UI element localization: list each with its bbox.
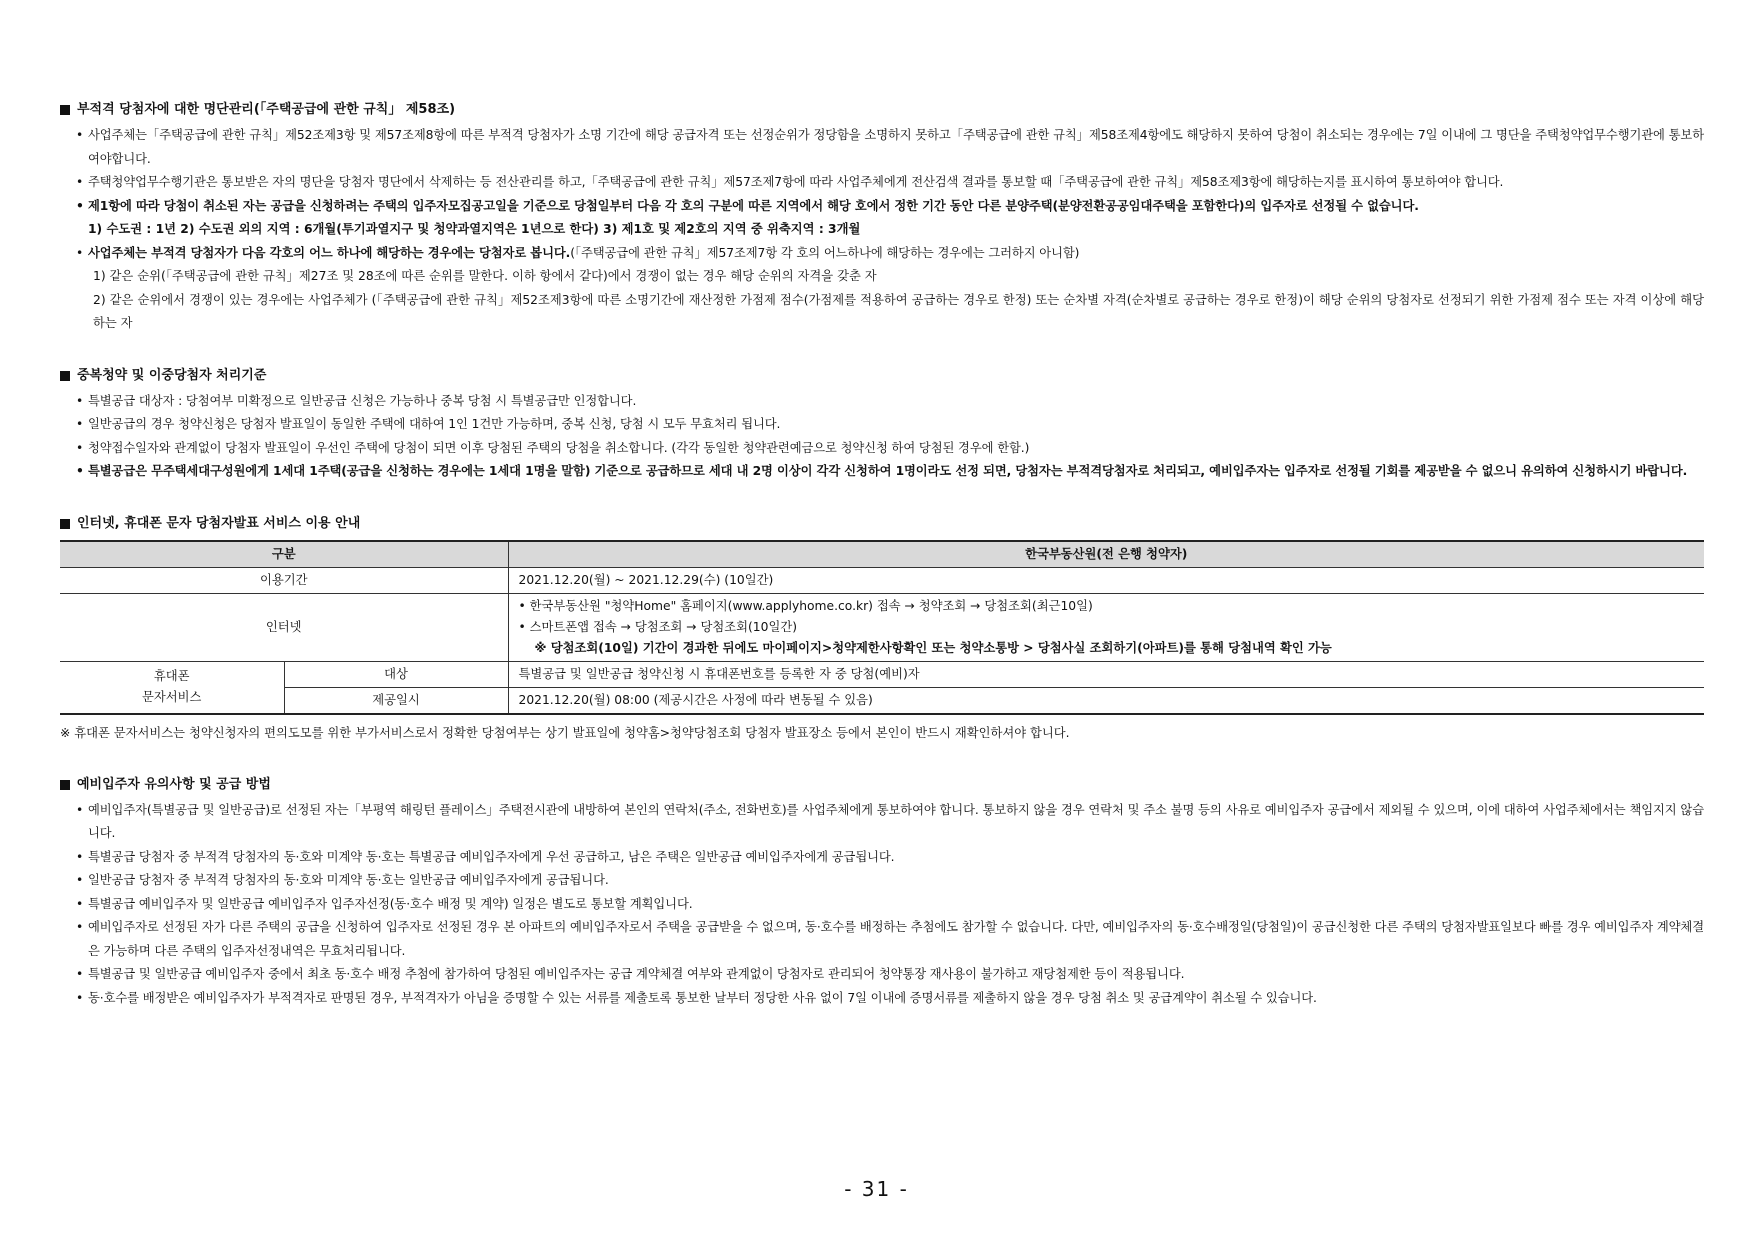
section-winner-announcement-service [60, 514, 1704, 745]
square-bullet-icon [60, 780, 70, 790]
table-row [60, 687, 1704, 714]
internet-line: ※ 당첨조회(10일) 기간이 경과한 뒤에도 마이페이지>청약제한사항확인 또는 청약소통방 > 당첨사실 조회하기(아파트)를 통해 당첨내역 확인 가능 [534, 640, 1332, 655]
table-cell: 인터넷 [60, 593, 508, 661]
table-header-row [60, 541, 1704, 568]
internet-line: • 스마트폰앱 접속 → 당첨조회 → 당첨조회(10일간) [518, 619, 797, 634]
list-item: • 일반공급 당첨자 중 부적격 당첨자의 동·호와 미계약 동·호는 일반공급 예비입주자에게 공급됩니다. [60, 869, 1704, 893]
list-item: • 예비입주자(특별공급 및 일반공급)로 선정된 자는「부평역 해링턴 플레이스」주택전시관에 내방하여 본인의 연락처(주소, 전화번호)를 사업주체에게 통보하여야 합니다. 통보하지 않을 경우 연락처 및 주소 불명 등의 사유로 예비입주자 공급에서 제외될 수 있으며, 이에 대하여 사업주체에서는 책임지지 않습니다. [60, 799, 1704, 846]
section-title: 부적격 당첨자에 대한 명단관리(「주택공급에 관한 규칙」 제58조) [60, 100, 1704, 120]
list-item: • 사업주체는 부적격 당첨자가 다음 각호의 어느 하나에 해당하는 경우에는 당첨자로 봅니다.(「주택공급에 관한 규칙」제57조제7항 각 호의 어느하나에 해당하는 경우에는 그러하지 아니함) [60, 242, 1704, 266]
list-item: • 특별공급 당첨자 중 부적격 당첨자의 동·호와 미계약 동·호는 특별공급 예비입주자에게 우선 공급하고, 남은 주택은 일반공급 예비입주자에게 공급됩니다. [60, 846, 1704, 870]
table-note: ※ 휴대폰 문자서비스는 청약신청자의 편의도모를 위한 부가서비스로서 정확한 당첨여부는 상기 발표일에 청약홈>청약당첨조회 당첨자 발표장소 등에서 본인이 반드시 재확인하셔야 합니다. [60, 725, 1070, 740]
section-ineligible-winner [60, 100, 1704, 336]
section-title: 인터넷, 휴대폰 문자 당첨자발표 서비스 이용 안내 [60, 514, 1704, 534]
table-cell: 대상 [284, 661, 508, 687]
table-row [60, 661, 1704, 687]
table-cell: 이용기간 [60, 567, 508, 593]
list-subitem: 1) 수도권 : 1년 2) 수도권 외의 지역 : 6개월(투기과열지구 및 청약과열지역은 1년으로 한다) 3) 제1호 및 제2호의 지역 중 위축지역 : 3개월 [88, 222, 861, 236]
list-item: • 특별공급은 무주택세대구성원에게 1세대 1주택(공급을 신청하는 경우에는 1세대 1명을 말함) 기준으로 공급하므로 세대 내 2명 이상이 각각 신청하여 1명이라도 선정 되면, 당첨자는 부적격당첨자로 처리되고, 예비입주자는 입주자로 선정될 기회를 제공받을 수 없으니 유의하여 신청하시기 바랍니다. [60, 460, 1704, 484]
list-item: • 사업주체는「주택공급에 관한 규칙」제52조제3항 및 제57조제8항에 따른 부적격 당첨자가 소명 기간에 해당 공급자격 또는 선정순위가 정당함을 소명하지 못하고「주택공급에 관한 규칙」제58조제4항에도 해당하지 못하여 당첨이 취소되는 경우에는 7일 이내에 그 명단을 주택청약업무수행기관에 통보하여야합니다. [60, 124, 1704, 171]
table-header-cell: 구분 [60, 541, 508, 568]
internet-line: • 한국부동산원 "청약Home" 홈페이지(www.applyhome.co.kr) 접속 → 청약조회 → 당첨조회(최근10일) [518, 598, 1093, 613]
square-bullet-icon [60, 519, 70, 529]
section-title: 중복청약 및 이중당첨자 처리기준 [60, 366, 1704, 386]
square-bullet-icon [60, 105, 70, 115]
list-item: • 특별공급 및 일반공급 예비입주자 중에서 최초 동·호수 배정 추첨에 참가하여 당첨된 예비입주자는 공급 계약체결 여부와 관계없이 당첨자로 관리되어 청약통장 재사용이 불가하고 재당첨제한 등이 적용됩니다. [60, 963, 1704, 987]
section-duplicate-application [60, 366, 1704, 484]
section-title: 예비입주자 유의사항 및 공급 방법 [60, 775, 1704, 795]
list-item: • 주택청약업무수행기관은 통보받은 자의 명단을 당첨자 명단에서 삭제하는 등 전산관리를 하고,「주택공급에 관한 규칙」제57조제7항에 따라 사업주체에게 전산검색 결과를 통보할 때「주택공급에 관한 규칙」제58조제3항에 해당하는지를 표시하여 통보하여야 합니다. [60, 171, 1704, 195]
document-page [60, 100, 1704, 1040]
list-item: • 특별공급 대상자 : 당첨여부 미확정으로 일반공급 신청은 가능하나 중복 당첨 시 특별공급만 인정합니다. [60, 390, 1704, 414]
list-item: • 동·호수를 배정받은 예비입주자가 부적격자로 판명된 경우, 부적격자가 아님을 증명할 수 있는 서류를 제출토록 통보한 날부터 정당한 사유 없이 7일 이내에 증명서류를 제출하지 않을 경우 당첨 취소 및 공급계약이 취소될 수 있습니다. [60, 987, 1704, 1011]
list-subitem: 2) 같은 순위에서 경쟁이 있는 경우에는 사업주체가 (「주택공급에 관한 규칙」제52조제3항에 따른 소명기간에 재산정한 가점제 점수(가점제를 적용하여 공급하는 경우로 한정) 또는 순차별 자격(순차별로 공급하는 경우로 한정)이 해당 순위의 당첨자로 선정되기 위한 가점제 점수 또는 자격 이상에 해당하는 자 [93, 292, 1704, 330]
list-item: • 제1항에 따라 당첨이 취소된 자는 공급을 신청하려는 주택의 입주자모집공고일을 기준으로 당첨일부터 다음 각 호의 구분에 따른 지역에서 해당 호에서 정한 기간 동안 다른 분양주택(분양전환공공임대주택을 포함한다)의 입주자로 선정될 수 없습니다. [60, 195, 1704, 219]
list-subitem: 1) 같은 순위(「주택공급에 관한 규칙」제27조 및 28조에 따른 순위를 말한다. 이하 항에서 같다)에서 경쟁이 없는 경우 해당 순위의 자격을 갖춘 자 [93, 269, 877, 283]
table-cell: 2021.12.20(월) ~ 2021.12.29(수) (10일간) [508, 567, 1704, 593]
table-cell: 특별공급 및 일반공급 청약신청 시 휴대폰번호를 등록한 자 중 당첨(예비)자 [508, 661, 1704, 687]
table-row [60, 567, 1704, 593]
table-cell [508, 593, 1704, 661]
page-number: - 31 - [844, 1177, 909, 1201]
table-cell: 2021.12.20(월) 08:00 (제공시간은 사정에 따라 변동될 수 있음) [508, 687, 1704, 714]
list-item: • 청약접수일자와 관계없이 당첨자 발표일이 우선인 주택에 당첨이 되면 이후 당첨된 주택의 당첨을 취소합니다. (각각 동일한 청약관련예금으로 청약신청 하여 당첨된 경우에 한함.) [60, 437, 1704, 461]
service-table [60, 540, 1704, 715]
table-cell: 제공일시 [284, 687, 508, 714]
table-cell: 휴대폰 문자서비스 [60, 661, 284, 714]
list-item: • 예비입주자로 선정된 자가 다른 주택의 공급을 신청하여 입주자로 선정된 경우 본 아파트의 예비입주자로서 주택을 공급받을 수 없으며, 동·호수를 배정하는 추첨에도 참가할 수 없습니다. 다만, 예비입주자의 동·호수배정일(당첨일)이 공급신청한 다른 주택의 당첨자발표일보다 빠를 경우 예비입주자 계약체결은 가능하며 다른 주택의 입주자선정내역은 무효처리됩니다. [60, 916, 1704, 963]
list-item: • 특별공급 예비입주자 및 일반공급 예비입주자 입주자선정(동·호수 배정 및 계약) 일정은 별도로 통보할 계획입니다. [60, 893, 1704, 917]
table-row [60, 593, 1704, 661]
square-bullet-icon [60, 371, 70, 381]
table-header-cell: 한국부동산원(전 은행 청약자) [508, 541, 1704, 568]
list-item: • 일반공급의 경우 청약신청은 당첨자 발표일이 동일한 주택에 대하여 1인 1건만 가능하며, 중복 신청, 당첨 시 모두 무효처리 됩니다. [60, 413, 1704, 437]
section-reserve-tenant [60, 775, 1704, 1011]
